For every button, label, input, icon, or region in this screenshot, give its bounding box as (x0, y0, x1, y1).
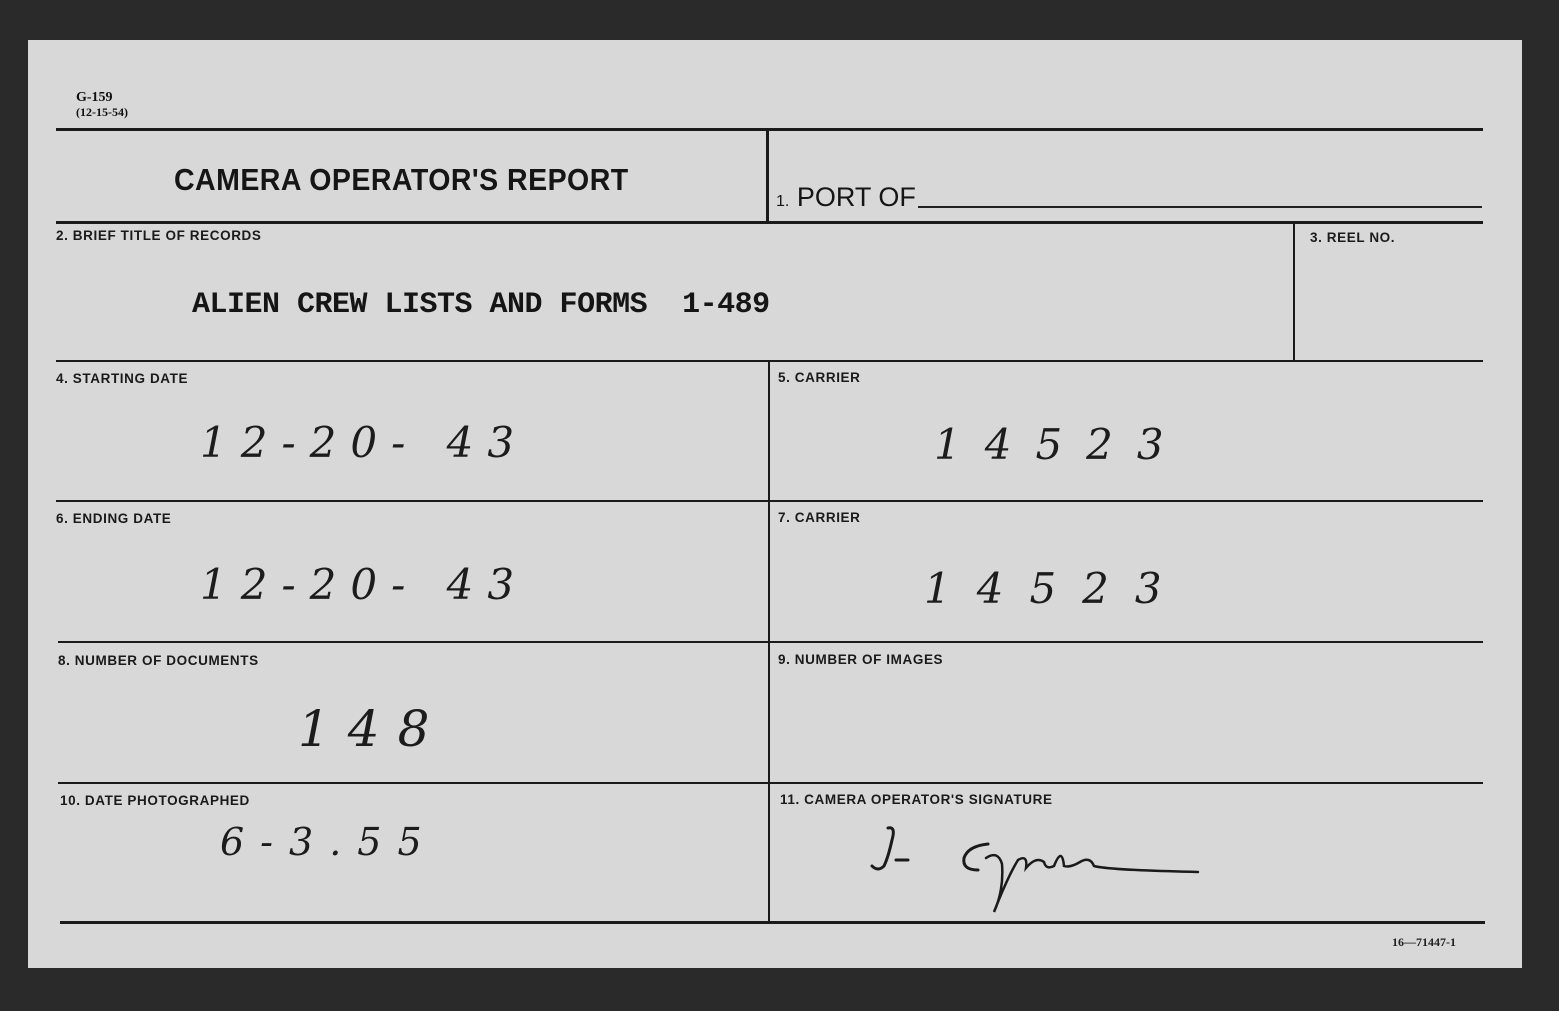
rule-row5 (58, 782, 1483, 784)
date-photographed-value: 6-3.55 (220, 820, 438, 864)
starting-date-value: 12-20- 43 (200, 418, 529, 467)
header-divider (766, 130, 769, 222)
port-of-text: PORT OF (796, 182, 916, 212)
number-of-images-label: 9. NUMBER OF IMAGES (778, 652, 944, 667)
rule-row3 (56, 500, 1483, 502)
reel-no-label: 3. REEL NO. (1310, 230, 1396, 245)
port-of-number: 1. (776, 193, 790, 210)
port-of-field (918, 206, 1482, 208)
carrier-7-value: 14523 (924, 564, 1188, 613)
carrier-5-value: 14523 (934, 420, 1188, 469)
top-rule (56, 128, 1483, 131)
rule-row4 (58, 641, 1483, 643)
starting-date-label: 4. STARTING DATE (56, 371, 189, 386)
carrier-7-label: 7. CARRIER (778, 510, 861, 525)
form-revision: (12-15-54) (76, 105, 128, 119)
form-number-text: G-159 (76, 90, 113, 105)
bottom-rule (60, 921, 1485, 924)
reel-divider (1293, 223, 1295, 361)
brief-title-label: 2. BRIEF TITLE OF RECORDS (56, 228, 262, 243)
date-photographed-label: 10. DATE PHOTOGRAPHED (60, 793, 250, 808)
port-of-label (776, 182, 916, 213)
number-of-documents-value: 148 (298, 700, 448, 758)
footer-code: 16—71447-1 (1392, 935, 1456, 949)
ending-date-value: 12-20- 43 (200, 560, 529, 609)
number-of-documents-label: 8. NUMBER OF DOCUMENTS (58, 653, 259, 668)
signature-label: 11. CAMERA OPERATOR'S SIGNATURE (780, 792, 1053, 807)
ending-date-label: 6. ENDING DATE (56, 511, 172, 526)
brief-title-value: ALIEN CREW LISTS AND FORMS 1-489 (192, 288, 770, 322)
rule-row1 (56, 221, 1483, 224)
form-title: CAMERA OPERATOR'S REPORT (174, 162, 629, 197)
carrier-5-label: 5. CARRIER (778, 370, 861, 385)
camera-operator-signature (868, 820, 1208, 920)
form-number (76, 90, 128, 120)
report-card (28, 40, 1522, 968)
